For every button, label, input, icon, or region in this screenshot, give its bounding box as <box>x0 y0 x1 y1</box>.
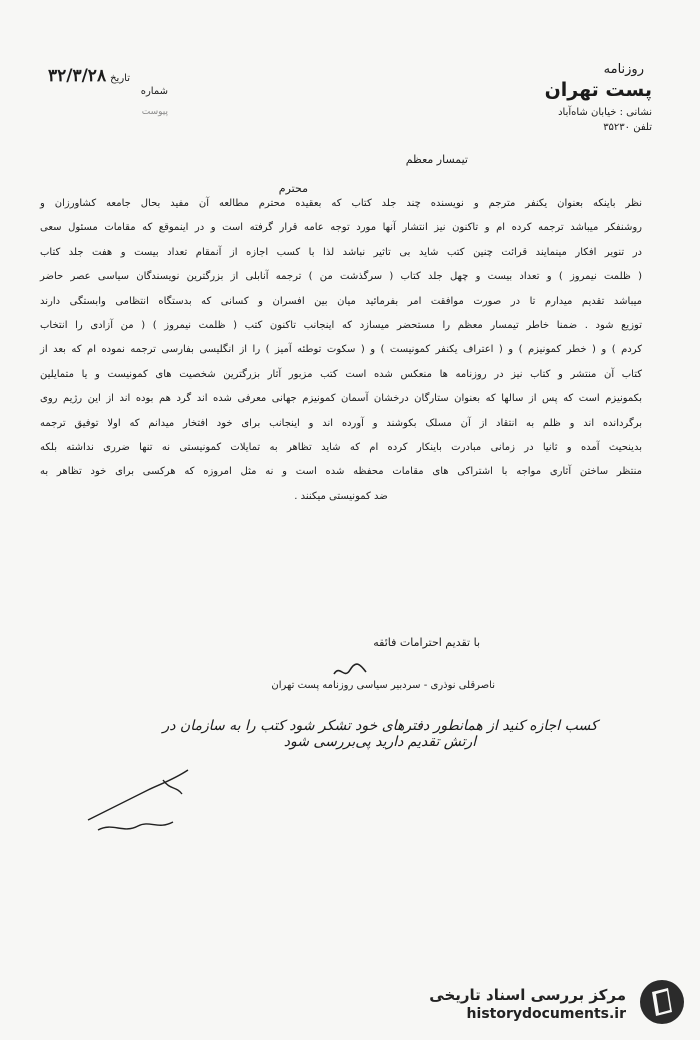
closing: با تقدیم احترامات فائقه <box>373 636 480 649</box>
body-line: روشنفکر میباشد ترجمه کرده ام و تاکنون نیز انتشار آنها مورد توجه عامه قرار گرفته است و در اینموقع که مقامات مسئول سعی <box>40 222 642 234</box>
watermark-url: historydocuments.ir <box>466 1006 626 1022</box>
body-line: توزیع شود . ضمنا خاطر تیمسار معظم را مستحضر میسازد که اینجانب تاکنون کتب ( ظلمت نیمروز ) ( من آزادی را انتخاب <box>40 320 642 332</box>
body-line: ضد کمونیستی میکنند . <box>294 490 388 502</box>
handwritten-initials-icon <box>78 760 198 840</box>
newspaper-name: پست تهران <box>544 79 652 101</box>
attachment-label: پیوست <box>141 107 168 117</box>
letterhead <box>472 62 652 133</box>
body-line: میباشد تقدیم میدارم تا در صورت موافقت امر بفرمائید میان بین افسران و کسانی که بدستگاه انتظامی وابستگی دارند <box>40 295 642 307</box>
newspaper-label: روزنامه <box>603 62 644 77</box>
signature-line: ناصرقلی نوذری - سردبیر سیاسی روزنامه پست تهران <box>271 680 495 691</box>
body-line: ( ظلمت نیمروز ) و تعداد بیست و چهل جلد کتاب ( سرگذشت من ) ترجمه آنابلی از بزرگترین نویسندگان سیاسی عصر حاضر <box>40 271 642 283</box>
salutation: تیمسار معظم <box>405 153 468 166</box>
date-block <box>48 66 168 117</box>
handwritten-note: کسب اجازه کنید از همانطور دفترهای خود تشکر شود کتب را به سازمان در ارتش تقدیم دارید پی‌بررسی شود <box>162 718 598 750</box>
date-value: ۳۲/۳/۲۸ <box>48 66 107 86</box>
body-line: کردم ) و ( خطر کمونیزم ) و ( اعتراف یکنفر کمونیست ) و ( سکوت توطئه آمیز ) را از انگلیسی بفارسی ترجمه نموده ام که بعد از <box>40 344 642 356</box>
letter-body <box>40 192 642 509</box>
date-label: تاریخ <box>110 73 130 84</box>
archive-logo-icon <box>638 978 686 1026</box>
body-line: برگردانده اند و ظلم به انتقاد از آن مسلک بکوشند و آورده اند و اینجانب برای خود افتخار میدانم که اولا توفیق ترجمه <box>40 417 642 429</box>
body-line: منتظر ساختن آثاری مواجه با اشتراکی های مقامات محفظه شده است و نه مثل امروزه که هرکسی برای خود تظاهر به <box>40 466 642 478</box>
watermark-text <box>429 986 626 1022</box>
watermark-title: مرکز بررسی اسناد تاریخی <box>429 986 626 1004</box>
address: نشانی : خیابان شاه‌آباد <box>558 107 652 118</box>
body-line: در تنویر افکار مینمایند قرائت چنین کتب شاید بی تاثیر نباشد لذا با کسب اجازه از آنمقام تعداد بیست و هفت جلد کتاب <box>40 246 642 258</box>
handwritten-correction: محترم <box>278 182 308 195</box>
body-line: بکمونیزم است که پس از سالها که بعنوان ستارگان درخشان آسمان کمونیزم جهانی معرفی شده اند گرد هم بوده اند از این رژیم روی <box>40 393 642 405</box>
signature-scribble-icon <box>330 660 370 682</box>
number-label: شماره <box>140 86 168 97</box>
phone: تلفن ۳۵۲۳۰ <box>603 122 652 133</box>
body-line: نظر باینکه بعنوان یکنفر مترجم و نویسنده چند جلد کتاب که بعقیده محترم مطالعه آن مفید بحال جامعه کشاورزان و <box>40 198 642 209</box>
body-line: بدینحیث آمده و ثانیا در زمانی مبادرت باینکار کرده ام که شاید تظاهر به تمایلات کمونیستی نه تنها ضرری نداشته بلکه <box>40 442 642 454</box>
body-line: کتاب آن منتشر و کتاب نیز در روزنامه ها منعکس شده است کتب مزبور آثار بزرگترین شخصیت های کمونیست و یا متمایلین <box>40 368 642 380</box>
